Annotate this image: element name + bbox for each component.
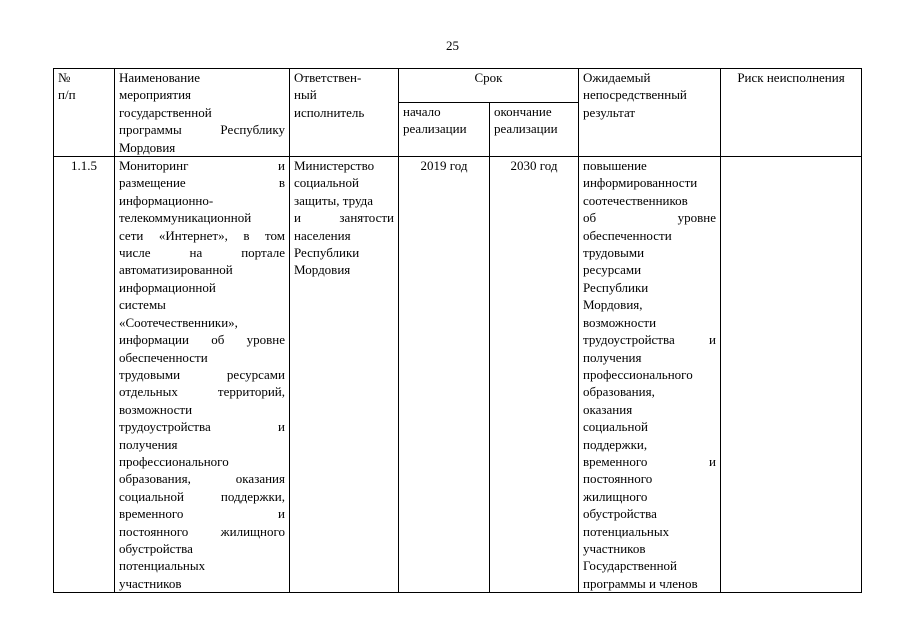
row-result-line: трудовыми: [583, 245, 645, 261]
row-resp-line: Республики: [294, 245, 360, 261]
header-start-line: начало: [403, 103, 441, 119]
header-end: [490, 102, 579, 156]
row-name-line: временного и: [119, 506, 285, 522]
row-name-line: информации об уровне: [119, 332, 285, 348]
row-number: 1.1.5: [54, 157, 115, 593]
header-name-line: программы Республику: [119, 122, 285, 138]
row-name-line: трудоустройства и: [119, 419, 285, 435]
row-name-line: обустройства: [119, 540, 193, 556]
row-result-line: Мордовия,: [583, 297, 643, 313]
header-end-line: окончание: [494, 103, 552, 119]
row-name-line: постоянного жилищного: [119, 523, 285, 539]
header-result-line: Ожидаемый: [583, 70, 651, 85]
row-resp-line: защиты, труда: [294, 192, 374, 208]
row-name-line: информационно-: [119, 192, 214, 208]
header-result-line: непосредственный: [583, 87, 687, 103]
row-name-line: обеспеченности: [119, 349, 208, 365]
row-name-line: получения: [119, 436, 178, 452]
row-name-line: размещение в: [119, 175, 285, 191]
row-name-line: Мониторинг и: [119, 158, 285, 174]
header-name-line: Наименование: [119, 70, 200, 85]
row-result-line: обустройства: [583, 506, 657, 522]
row-responsible: [290, 157, 399, 593]
header-result-line: результат: [583, 104, 636, 120]
row-result: [579, 157, 721, 593]
row-resp-line: Мордовия: [294, 262, 351, 278]
row-result-line: потенциальных: [583, 523, 670, 539]
row-result-line: программы и членов: [583, 575, 698, 591]
header-start: [399, 102, 490, 156]
row-result-line: Республики: [583, 279, 649, 295]
header-name-line: Мордовия: [119, 139, 176, 155]
table-row: [54, 157, 862, 593]
row-end: 2030 год: [490, 157, 579, 593]
program-table: [53, 68, 862, 593]
row-result-line: образования,: [583, 384, 655, 400]
row-result-line: обеспеченности: [583, 227, 672, 243]
row-result-line: Государственной: [583, 558, 678, 574]
row-result-line: поддержки,: [583, 436, 648, 452]
row-result-line: об уровне: [583, 210, 716, 226]
row-risk: [721, 157, 862, 593]
header-risk: Риск неисполнения: [721, 69, 862, 157]
row-resp-line: Министерство: [294, 158, 375, 174]
row-resp-line: и занятости: [294, 210, 394, 226]
row-name-line: системы: [119, 297, 166, 313]
row-resp-line: населения: [294, 227, 351, 243]
row-name-line: отдельных территорий,: [119, 384, 285, 400]
row-result-line: получения: [583, 349, 642, 365]
row-result-line: постоянного: [583, 471, 653, 487]
row-result-line: трудоустройства и: [583, 332, 716, 348]
row-result-line: соотечественников: [583, 192, 688, 208]
header-result: [579, 69, 721, 157]
row-name-line: автоматизированной: [119, 262, 233, 278]
header-start-line: реализации: [403, 121, 467, 137]
row-name-line: числе на портале: [119, 245, 285, 261]
row-name-line: информационной: [119, 279, 216, 295]
header-responsible: [290, 69, 399, 157]
row-name-line: сети «Интернет», в том: [119, 227, 285, 243]
header-resp-line: Ответствен-: [294, 70, 362, 85]
header-end-line: реализации: [494, 121, 558, 137]
row-result-line: профессионального: [583, 366, 693, 382]
row-name-line: социальной поддержки,: [119, 488, 285, 504]
row-start: 2019 год: [399, 157, 490, 593]
header-resp-line: исполнитель: [294, 104, 365, 120]
row-resp-line: социальной: [294, 175, 359, 191]
header-name: [115, 69, 290, 157]
header-name-line: государственной: [119, 104, 212, 120]
header-term: Срок: [399, 69, 579, 103]
row-name-line: телекоммуникационной: [119, 210, 252, 226]
page-number: 25: [446, 38, 459, 53]
row-result-line: возможности: [583, 314, 657, 330]
row-result-line: жилищного: [583, 488, 648, 504]
row-name: [115, 157, 290, 593]
row-result-line: оказания: [583, 401, 633, 417]
row-name-line: профессионального: [119, 453, 229, 469]
row-name-line: трудовыми ресурсами: [119, 366, 285, 382]
header-resp-line: ный: [294, 87, 317, 103]
row-name-line: образования, оказания: [119, 471, 285, 487]
row-name-line: «Соотечественники»,: [119, 314, 238, 330]
row-name-line: потенциальных: [119, 558, 206, 574]
header-row-1: [54, 69, 862, 103]
row-name-line: участников: [119, 575, 182, 591]
header-name-line: мероприятия: [119, 87, 192, 103]
row-result-line: участников: [583, 540, 646, 556]
row-result-line: ресурсами: [583, 262, 642, 278]
row-result-line: повышение: [583, 158, 647, 174]
row-result-line: временного и: [583, 453, 716, 469]
header-num-line: №: [58, 70, 71, 85]
header-num: [54, 69, 115, 157]
row-result-line: информированности: [583, 175, 698, 191]
row-result-line: социальной: [583, 419, 648, 435]
row-name-line: возможности: [119, 401, 193, 417]
header-num-line: п/п: [58, 87, 76, 103]
